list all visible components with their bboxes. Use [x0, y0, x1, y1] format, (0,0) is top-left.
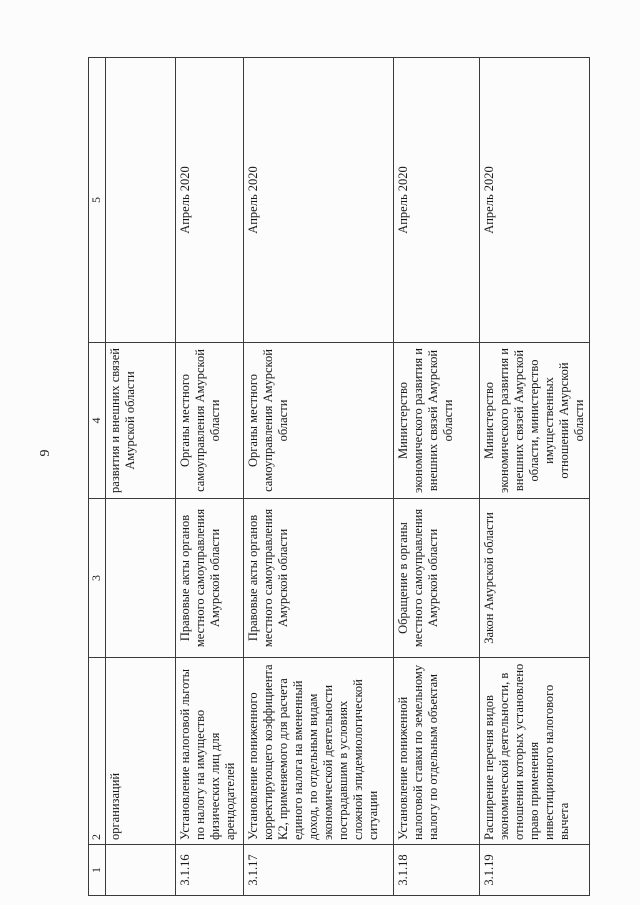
header-col-4: 4 [89, 343, 106, 499]
measure-cell: Установление пониженной налоговой ставки по земельному налогу по отдельным объектам [394, 658, 480, 845]
instrument-cell: Обращение в органы местного самоуправления Амурской области [394, 499, 480, 658]
table-header-row [89, 58, 106, 896]
row-number-cell: 3.1.19 [480, 845, 590, 896]
table-row-continuation [106, 58, 176, 896]
header-col-1: 1 [89, 845, 106, 896]
measure-cell: Расширение перечня видов экономической деятельности, в отношении которых установлено право применения инвестиционного налогового вычета [480, 658, 590, 845]
instrument-cell: Правовые акты органов местного самоуправления Амурской области [176, 499, 244, 658]
header-col-5: 5 [89, 58, 106, 343]
deadline-cell: Апрель 2020 [480, 58, 590, 343]
row-number-cell: 3.1.17 [244, 845, 394, 896]
header-col-2: 2 [89, 658, 106, 845]
table-row [480, 58, 590, 896]
table-row [244, 58, 394, 896]
executor-cell: Министерство экономического развития и внешних связей Амурской области, министерство имущественных отношений Амурской области [480, 343, 590, 499]
row-number-cell: 3.1.16 [176, 845, 244, 896]
measure-cell: Установление пониженного корректирующего коэффициента К2, применяемого для расчета единого налога на вмененный доход, по отдельным видам экономической деятельности пострадавшим в условиях сложной эпидемиологической ситуации [244, 658, 394, 845]
executor-cell: Министерство экономического развития и внешних связей Амурской области [394, 343, 480, 499]
measure-cell: организаций [106, 658, 176, 845]
table-row [176, 58, 244, 896]
executor-cell: Органы местного самоуправления Амурской области [176, 343, 244, 499]
executor-cell: Органы местного самоуправления Амурской области [244, 343, 394, 499]
table-row [394, 58, 480, 896]
deadline-cell [106, 58, 176, 343]
instrument-cell [106, 499, 176, 658]
deadline-cell: Апрель 2020 [394, 58, 480, 343]
page-number: 9 [38, 449, 53, 457]
row-number-cell [106, 845, 176, 896]
instrument-cell: Правовые акты органов местного самоуправления Амурской области [244, 499, 394, 658]
measures-table [88, 57, 590, 896]
executor-cell: развития и внешних связей Амурской области [106, 343, 176, 499]
deadline-cell: Апрель 2020 [244, 58, 394, 343]
deadline-cell: Апрель 2020 [176, 58, 244, 343]
instrument-cell: Закон Амурской области [480, 499, 590, 658]
row-number-cell: 3.1.18 [394, 845, 480, 896]
measure-cell: Установление налоговой льготы по налогу на имущество физических лиц для арендодателей [176, 658, 244, 845]
header-col-3: 3 [89, 499, 106, 658]
